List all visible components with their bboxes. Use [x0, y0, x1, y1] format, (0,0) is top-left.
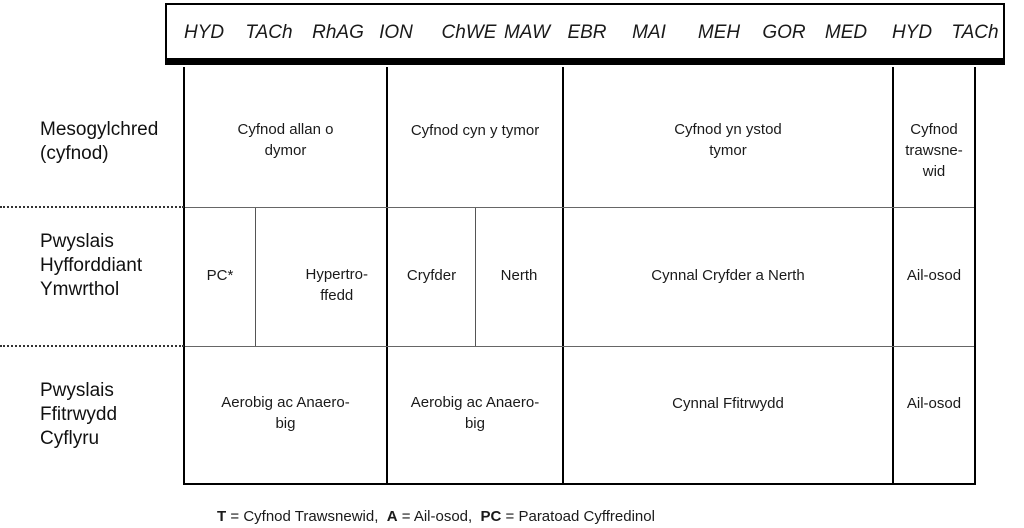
- cell-maintain-fitness: Cynnal Ffitrwydd: [672, 394, 784, 412]
- row-label-period: Mesogylchred (cyfnod): [40, 119, 159, 164]
- cell-transition: Cyfnod trawsne- wid: [905, 120, 963, 180]
- cell-aerobic-anaerobic-pre-season: Aerobig ac Anaero- big: [410, 394, 540, 432]
- legend-key-a: A: [386, 508, 398, 525]
- month-label: EBR: [567, 22, 607, 43]
- cell-in-season: Cyfnod yn ystod tymor: [674, 121, 782, 159]
- row-separator-dotted: [0, 206, 184, 208]
- month-label: MED: [824, 22, 868, 43]
- cell-off-season: Cyfnod allan o dymor: [237, 121, 334, 159]
- legend-text-a: = Ail-osod,: [397, 508, 481, 525]
- cell-strength: Cryfder: [406, 266, 457, 284]
- legend-key-t: T: [217, 508, 227, 525]
- cell-recovery-fitness: Ail-osod: [906, 394, 962, 412]
- legend-text-pc: = Paratoad Cyffredinol: [501, 508, 655, 525]
- row-label-fitness-emphasis: Pwyslais Ffitrwydd Cyflyru: [40, 380, 118, 449]
- month-label: ChWE: [441, 22, 497, 43]
- legend-key-pc: PC: [480, 508, 502, 525]
- month-label: ION: [379, 22, 413, 43]
- row-divider: [185, 207, 974, 208]
- month-label: TACh: [245, 22, 293, 43]
- row-separator-dotted: [0, 345, 184, 347]
- month-label: MAW: [503, 22, 551, 43]
- month-label: MEH: [697, 22, 741, 43]
- legend: [0, 508, 872, 525]
- cell-maintain-strength-power: Cynnal Cryfder a Nerth: [651, 266, 805, 284]
- month-label: MAI: [632, 22, 666, 43]
- legend-text-t: = Cyfnod Trawsnewid,: [226, 508, 387, 525]
- month-label: TACh: [951, 22, 999, 43]
- cell-general-preparation: PC*: [206, 266, 234, 284]
- row-label-resistance-emphasis: Pwyslais Hyfforddiant Ymwrthol: [40, 231, 143, 300]
- cell-hypertrophy: Hypertro- ffedd: [305, 266, 368, 304]
- cell-recovery-resistance: Ail-osod: [906, 266, 962, 284]
- row-divider: [185, 346, 974, 347]
- cell-pre-season: Cyfnod cyn y tymor: [410, 121, 540, 139]
- month-label: GOR: [762, 22, 806, 43]
- cell-aerobic-anaerobic-off-season: Aerobig ac Anaero- big: [221, 394, 350, 432]
- month-label: HYD: [891, 22, 933, 43]
- month-label: RhAG: [312, 22, 364, 43]
- cell-power: Nerth: [500, 266, 538, 284]
- month-label: HYD: [183, 22, 225, 43]
